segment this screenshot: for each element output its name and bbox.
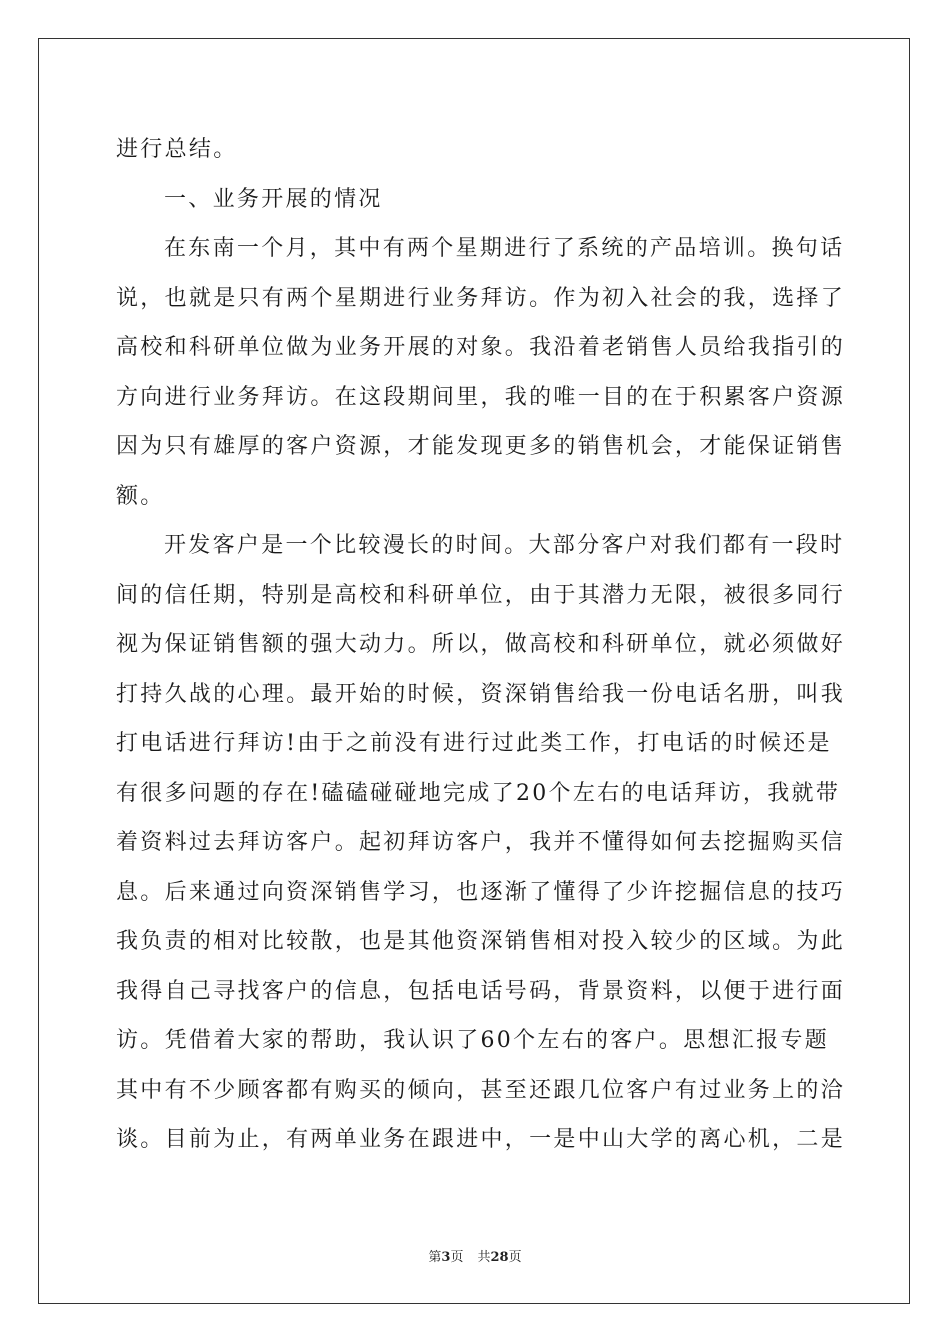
text-line-7: 因为只有雄厚的客户资源，才能发现更多的销售机会，才能保证销售 [116,434,846,459]
page-label-suffix: 页 [450,1250,464,1265]
text-line-10: 间的信任期，特别是高校和科研单位，由于其潜力无限，被很多同行 [116,582,846,608]
total-page-number: 28 [490,1250,509,1265]
text-line-14: 有很多问题的存在!磕磕碰碰地完成了20个左右的电话拜访，我就带 [116,780,841,806]
text-line-19: 访。凭借着大家的帮助，我认识了60个左右的客户。思想汇报专题 [116,1028,829,1053]
current-page-number: 3 [441,1250,451,1265]
page-label-prefix: 第 [428,1250,442,1265]
text-line-9: 开发客户是一个比较漫长的时间。大部分客户对我们都有一段时 [164,533,845,558]
text-line-15: 着资料过去拜访客户。起初拜访客户，我并不懂得如何去挖掘购买信 [116,830,846,855]
text-line-13: 打电话进行拜访!由于之前没有进行过此类工作，打电话的时候还是 [116,731,832,756]
section-heading: 一、业务开展的情况 [164,186,383,212]
total-label-suffix: 页 [508,1250,522,1265]
text-line-12: 打持久战的心理。最开始的时候，资深销售给我一份电话名册，叫我 [116,681,846,707]
document-body [116,125,846,1165]
text-line-6: 方向进行业务拜访。在这段期间里，我的唯一目的在于积累客户资源 [116,384,846,410]
text-line-20: 其中有不少顾客都有购买的倾向，甚至还跟几位客户有过业务上的洽 [116,1077,846,1103]
text-line-3: 在东南一个月，其中有两个星期进行了系统的产品培训。换句话 [164,236,845,261]
text-line-18: 我得自己寻找客户的信息，包括电话号码，背景资料，以便于进行面 [116,978,846,1004]
text-line-17: 我负责的相对比较散，也是其他资深销售相对投入较少的区域。为此 [116,929,846,954]
text-line-21: 谈。目前为止，有两单业务在跟进中，一是中山大学的离心机，二是 [116,1127,846,1152]
text-line-8: 额。 [116,483,165,509]
page-footer [0,1246,950,1265]
text-line-11: 视为保证销售额的强大动力。所以，做高校和科研单位，就必须做好 [116,632,846,657]
total-label-prefix: 共 [477,1250,491,1265]
text-line-1: 进行总结。 [116,137,238,162]
text-line-16: 息。后来通过向资深销售学习，也逐渐了懂得了少许挖掘信息的技巧 [116,879,846,905]
text-line-5: 高校和科研单位做为业务开展的对象。我沿着老销售人员给我指引的 [116,335,846,360]
text-line-4: 说，也就是只有两个星期进行业务拜访。作为初入社会的我，选择了 [116,285,846,311]
